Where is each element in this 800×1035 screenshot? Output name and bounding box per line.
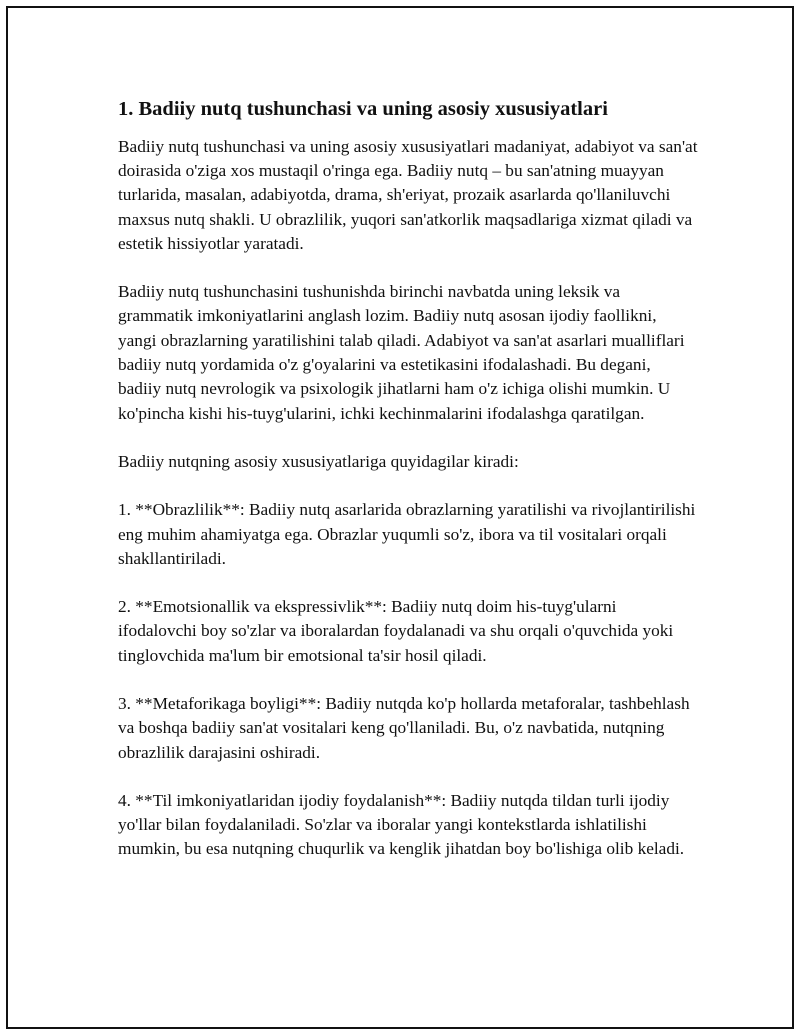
section-heading: 1. Badiiy nutq tushunchasi va uning asosiy xususiyatlari (118, 98, 608, 120)
feature-item-4: 4. **Til imkoniyatlaridan ijodiy foydalanish**: Badiiy nutqda tildan turli ijodiy yo'llar bilan foydalaniladi. So'zlar va iboralar yangi kontekstlarda ishlatilishi mumkin, bu esa nutqning chuqurlik va kenglik jihatdan boy bo'lishiga olib keladi. (118, 790, 685, 859)
document-body (118, 96, 698, 886)
features-intro-paragraph: Badiiy nutqning asosiy xususiyatlariga quyidagilar kiradi: (118, 451, 519, 471)
feature-item-2: 2. **Emotsionallik va ekspressivlik**: Badiiy nutq doim his-tuyg'ularni ifodalovchi boy so'zlar va iboralardan foydalanadi va shu orqali o'quvchida yoki tinglovchida ma'lum bir emotsional ta'sir hosil qiladi. (118, 597, 674, 665)
feature-item-3: 3. **Metaforikaga boyligi**: Badiiy nutqda ko'p hollarda metaforalar, tashbehlash va boshqa badiiy san'at vositalari keng qo'llaniladi. Bu, o'z navbatida, nutqning obrazlilik darajasini oshiradi. (118, 693, 690, 762)
feature-item-1: 1. **Obrazlilik**: Badiiy nutq asarlarida obrazlarning yaratilishi va rivojlantirilishi eng muhim ahamiyatga ega. Obrazlar yuqumli so'z, ibora va til vositalari orqali shakllantiriladi. (118, 500, 696, 568)
intro-paragraph: Badiiy nutq tushunchasi va uning asosiy xususiyatlari madaniyat, adabiyot va san'at doirasida o'ziga xos mustaqil o'ringa ega. Badiiy nutq – bu san'atning muayyan turlarida, masalan, adabiyotda, drama, sh'eriyat, prozaik asarlarda qo'llaniluvchi maxsus nutq shakli. U obrazlilik, yuqori san'atkorlik maqsadlariga xizmat qiladi va estetik hissiyotlar yaratadi. (118, 136, 698, 253)
concept-paragraph: Badiiy nutq tushunchasini tushunishda birinchi navbatda uning leksik va grammatik imkoniyatlarini anglash lozim. Badiiy nutq asosan ijodiy faollikni, yangi obrazlarning yaratilishini talab qiladi. Adabiyot va san'at asarlari mualliflari badiiy nutq yordamida o'z g'oyalarini va estetikasini ifodalashadi. Bu degani, badiiy nutq nevrologik va psixologik jihatlarni ham o'z ichiga olishi mumkin. U ko'pincha kishi his-tuyg'ularini, ichki kechinmalarini ifodalashga qaratilgan. (118, 282, 685, 423)
